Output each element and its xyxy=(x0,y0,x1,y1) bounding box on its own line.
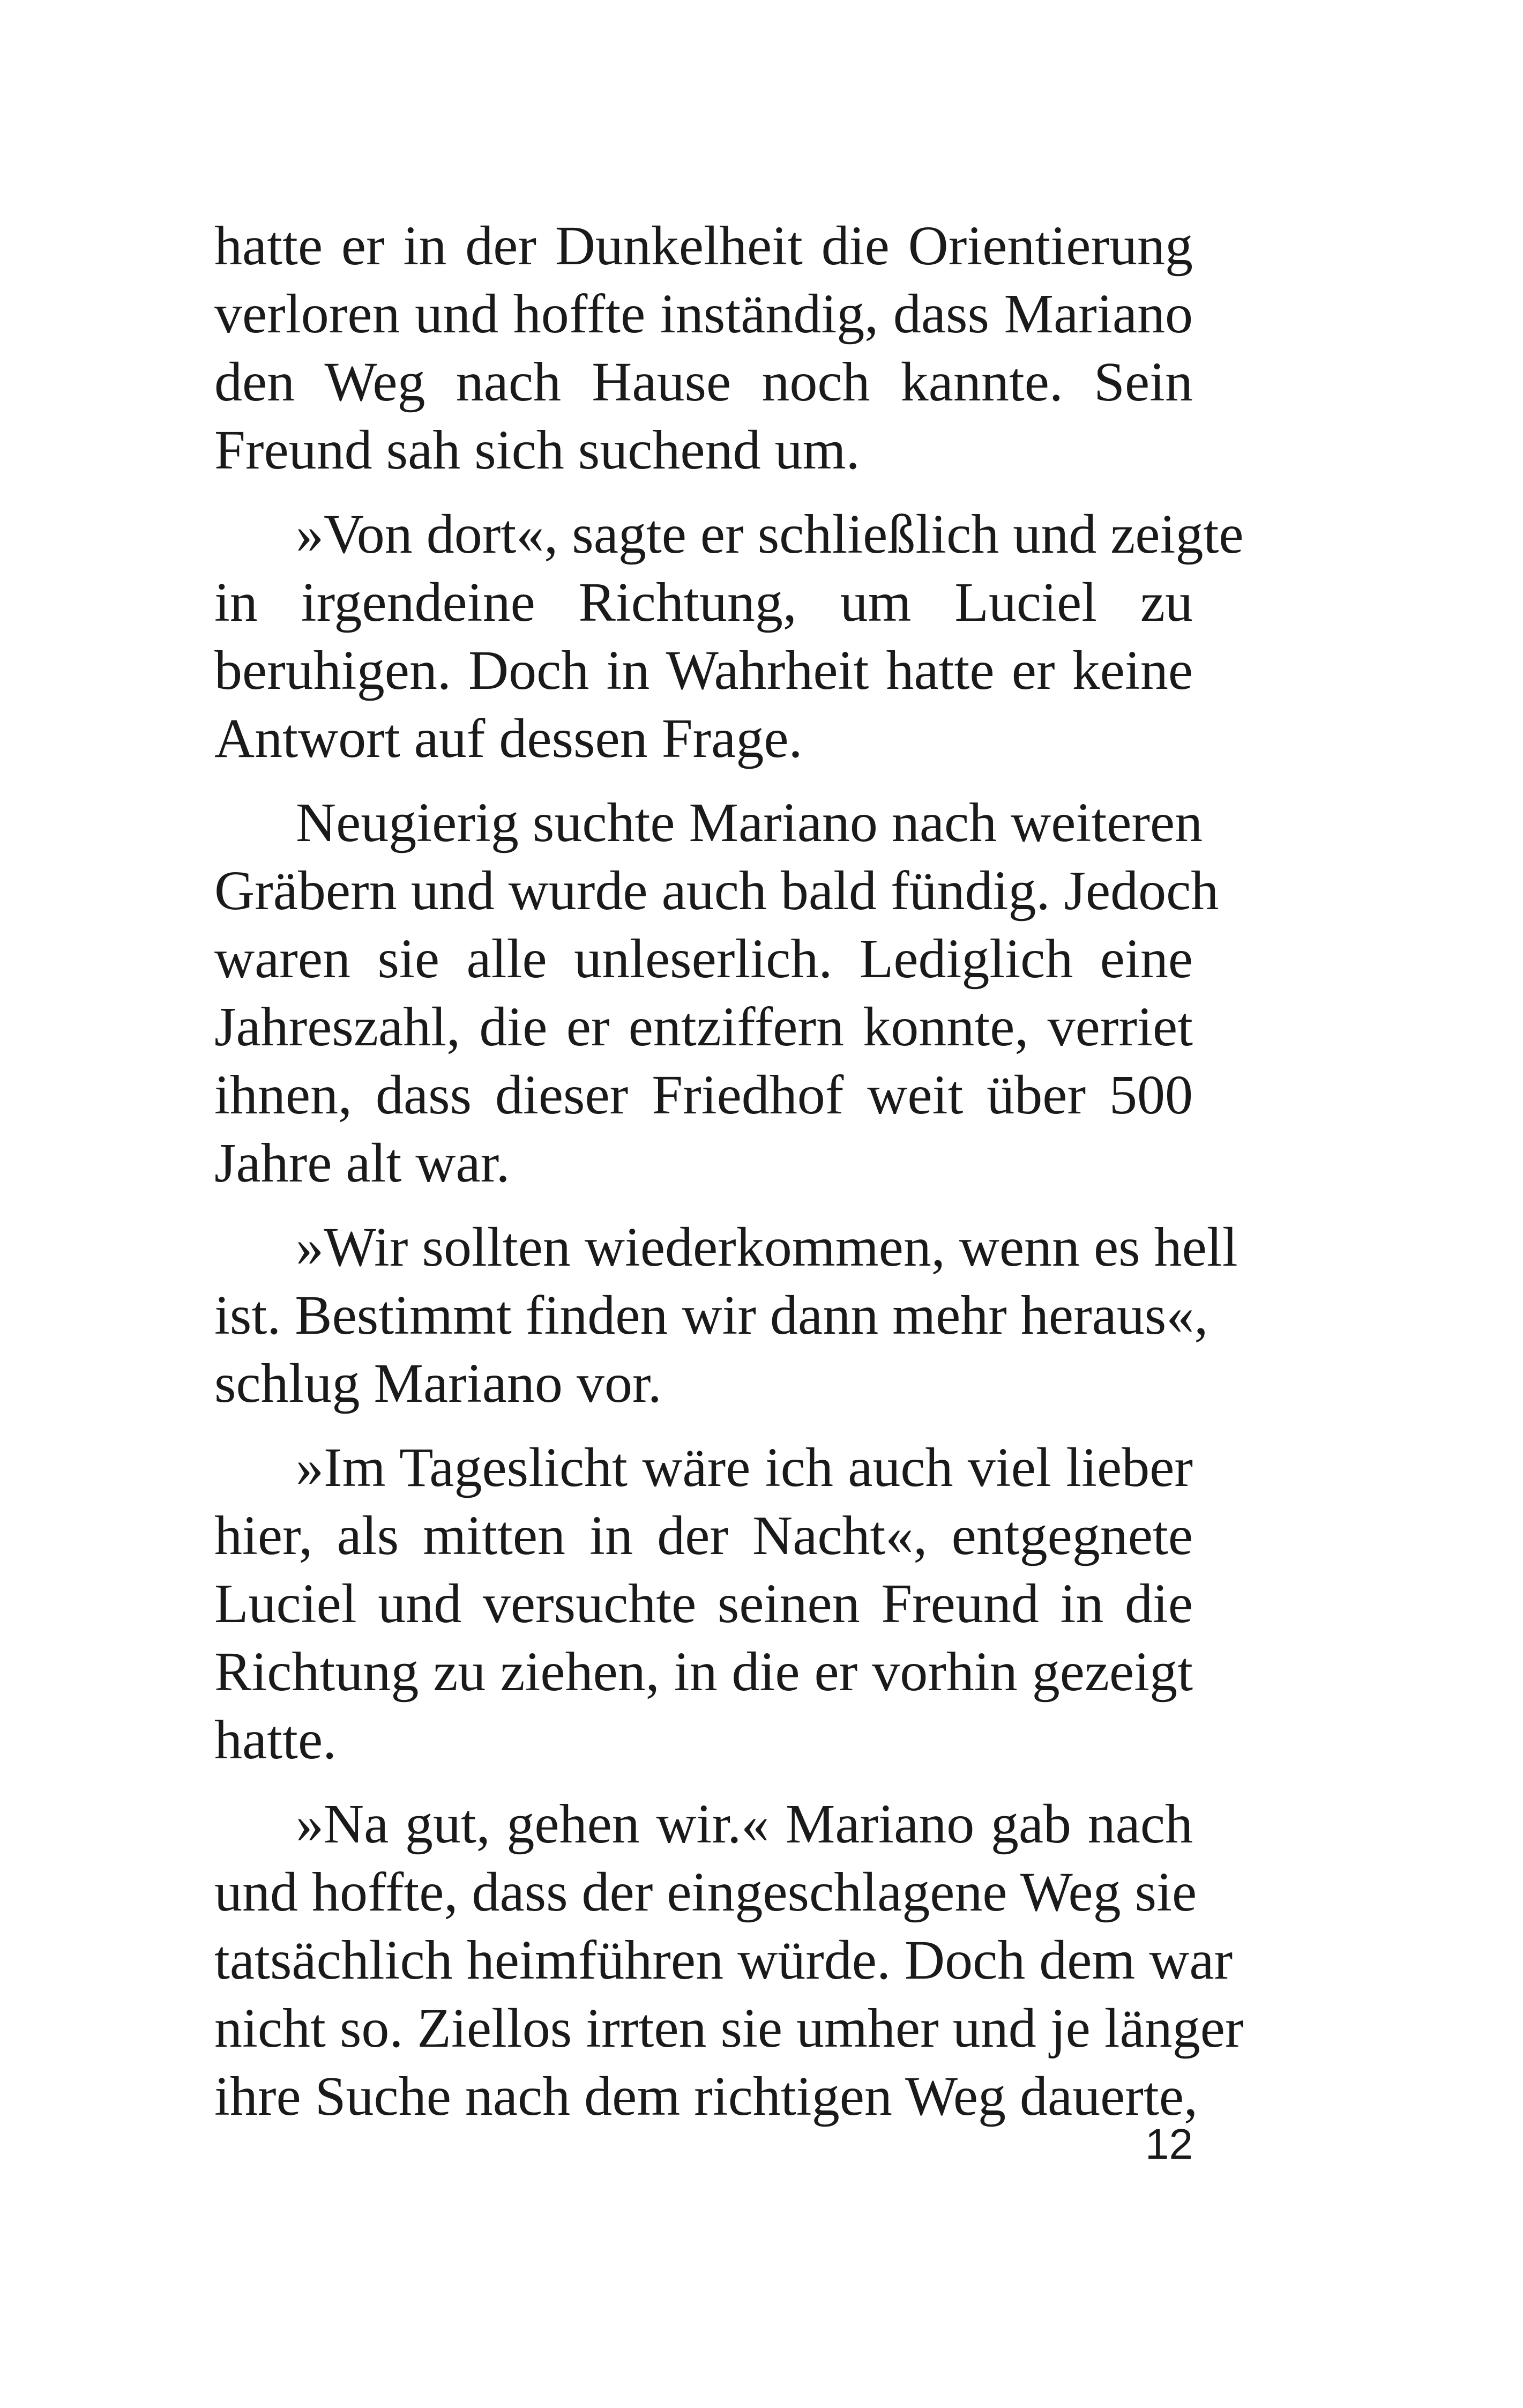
text-line: Luciel und versuchte seinen Freund in die xyxy=(214,1573,1193,1634)
text-line: »Wir sollten wiederkommen, wenn es hell xyxy=(296,1216,1238,1278)
text-line: Antwort auf dessen Frage. xyxy=(214,708,803,769)
text-line: ist. Bestimmt finden wir dann mehr heraus«, xyxy=(214,1284,1208,1346)
paragraph-6 xyxy=(214,1790,1244,2130)
text-line: den Weg nach Hause noch kannte. Sein xyxy=(214,351,1193,413)
text-line: hatte er in der Dunkelheit die Orientierung xyxy=(214,215,1193,277)
paragraph-5 xyxy=(214,1433,1193,1774)
page-number: 12 xyxy=(1145,2120,1193,2168)
text-line: Richtung zu ziehen, in die er vorhin gezeigt xyxy=(214,1641,1193,1703)
text-line: Gräbern und wurde auch bald fündig. Jedoch xyxy=(214,860,1219,921)
text-line: waren sie alle unleserlich. Lediglich eine xyxy=(214,928,1193,990)
body-text xyxy=(214,212,1244,2146)
paragraph-1 xyxy=(214,212,1193,484)
text-line: hatte. xyxy=(214,1709,337,1771)
paragraph-2 xyxy=(214,500,1244,772)
text-line: tatsächlich heimführen würde. Doch dem war xyxy=(214,1929,1233,1991)
paragraph-4 xyxy=(214,1213,1238,1417)
text-line: verloren und hoffte inständig, dass Mariano xyxy=(214,283,1193,345)
text-line: ihre Suche nach dem richtigen Weg dauerte, xyxy=(214,2065,1198,2127)
text-line: und hoffte, dass der eingeschlagene Weg sie xyxy=(214,1861,1197,1923)
text-line: Jahre alt war. xyxy=(214,1132,510,1194)
paragraph-3 xyxy=(214,789,1219,1197)
text-line: nicht so. Ziellos irrten sie umher und je länger xyxy=(214,1997,1244,2059)
text-line: hier, als mitten in der Nacht«, entgegnete xyxy=(214,1505,1193,1566)
text-line: Jahreszahl, die er entziffern konnte, verriet xyxy=(214,996,1193,1058)
text-line: Freund sah sich suchend um. xyxy=(214,419,860,481)
text-line: »Na gut, gehen wir.« Mariano gab nach xyxy=(296,1793,1193,1855)
text-line: »Im Tageslicht wäre ich auch viel lieber xyxy=(296,1437,1193,1498)
text-line: ihnen, dass dieser Friedhof weit über 500 xyxy=(214,1064,1193,1126)
text-line: in irgendeine Richtung, um Luciel zu xyxy=(214,571,1193,633)
text-line: Neugierig suchte Mariano nach weiteren xyxy=(296,792,1203,853)
text-line: beruhigen. Doch in Wahrheit hatte er keine xyxy=(214,640,1193,701)
text-line: »Von dort«, sagte er schließlich und zeigte xyxy=(296,503,1244,565)
text-line: schlug Mariano vor. xyxy=(214,1352,662,1414)
